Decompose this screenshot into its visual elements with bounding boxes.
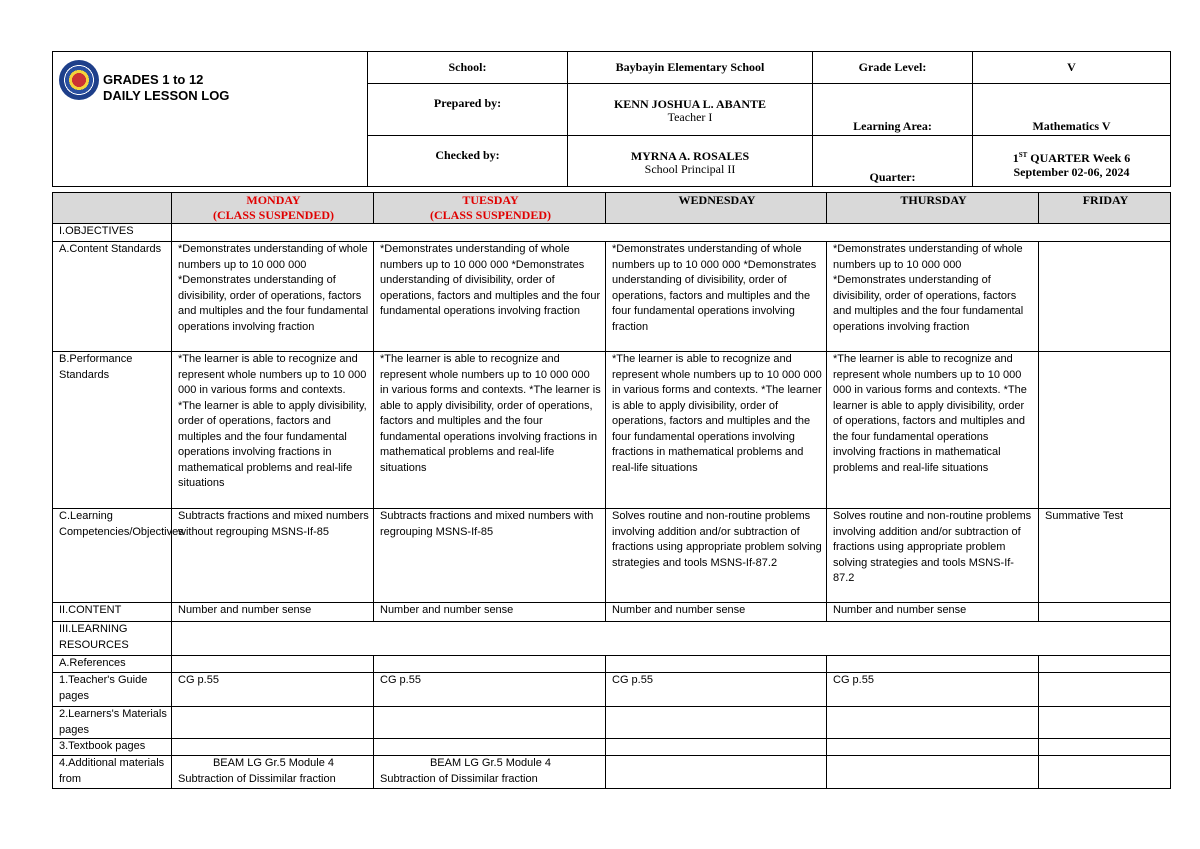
performance-standards-mon: *The learner is able to recognize and represent whole numbers up to 10 000 000 in various forms and contexts. *The learner is able to apply divisibility, order of operations, factors and multiples and the four fundamental operations involving fractions in mathematical problems and real-life situations: [172, 352, 374, 509]
day-tuesday: [374, 193, 606, 224]
grade-level-label: Grade Level:: [813, 52, 973, 84]
row-label-objectives: I.OBJECTIVES: [53, 224, 172, 242]
tuesday-status: (CLASS SUSPENDED): [429, 208, 552, 222]
row-label-teachers-guide: 1.Teacher's Guide pages: [53, 673, 172, 707]
header-title-line2: DAILY LESSON LOG: [103, 88, 230, 103]
teachers-guide-thu: CG p.55: [827, 673, 1039, 707]
tuesday-label: TUESDAY: [462, 193, 519, 207]
row-label-textbook: 3.Textbook pages: [53, 739, 172, 756]
prepared-by-label: Prepared by:: [368, 84, 568, 136]
content-tue: Number and number sense: [374, 603, 606, 622]
day-thursday: THURSDAY: [827, 193, 1039, 224]
learning-area-value: Mathematics V: [973, 84, 1171, 136]
additional-materials-wed: [606, 756, 827, 789]
content-standards-tue: *Demonstrates understanding of whole numbers up to 10 000 000 *Demonstrates understanding of divisibility, order of operations, factors and multiples and the four fundamental operations involving fraction: [374, 242, 606, 352]
additional-materials-thu: [827, 756, 1039, 789]
quarter-suffix: ST: [1018, 151, 1028, 159]
header-table: [52, 51, 1171, 187]
monday-label: MONDAY: [246, 193, 301, 207]
textbook-wed: [606, 739, 827, 756]
row-label-learners-materials: 2.Learners's Materials pages: [53, 707, 172, 739]
quarter-dates: September 02-06, 2024: [1013, 165, 1130, 179]
quarter-week: QUARTER Week 6: [1027, 151, 1131, 165]
learning-competencies-tue: Subtracts fractions and mixed numbers with regrouping MSNS-If-85: [374, 509, 606, 603]
references-thu: [827, 656, 1039, 673]
additional-materials-fri: [1039, 756, 1171, 789]
textbook-thu: [827, 739, 1039, 756]
learners-materials-tue: [374, 707, 606, 739]
learning-competencies-thu: Solves routine and non-routine problems involving addition and/or subtraction of fractions using appropriate problem solving strategies and tools MSNS-If-87.2: [827, 509, 1039, 603]
quarter-number: 1: [1012, 151, 1019, 165]
teachers-guide-mon: CG p.55: [172, 673, 374, 707]
textbook-fri: [1039, 739, 1171, 756]
additional-materials-tue-line1: BEAM LG Gr.5 Module 4: [429, 757, 552, 769]
references-tue: [374, 656, 606, 673]
header-title-line1: GRADES 1 to 12: [103, 72, 204, 87]
learning-competencies-fri: Summative Test: [1039, 509, 1171, 603]
textbook-tue: [374, 739, 606, 756]
teachers-guide-tue: CG p.55: [374, 673, 606, 707]
quarter-label: Quarter:: [813, 136, 973, 187]
quarter-value: [973, 136, 1171, 187]
additional-materials-mon-line2: Subtraction of Dissimilar fraction: [178, 772, 336, 785]
monday-status: (CLASS SUSPENDED): [212, 208, 335, 222]
grade-level-value: V: [973, 52, 1171, 84]
additional-materials-tue-line2: Subtraction of Dissimilar fraction: [380, 772, 538, 785]
references-fri: [1039, 656, 1171, 673]
content-standards-fri: [1039, 242, 1171, 352]
row-label-additional-materials: 4.Additional materials from: [53, 756, 172, 789]
objectives-merged-cell: [172, 224, 1171, 242]
content-wed: Number and number sense: [606, 603, 827, 622]
row-label-content-standards: A.Content Standards: [53, 242, 172, 352]
content-thu: Number and number sense: [827, 603, 1039, 622]
prepared-by-name: KENN JOSHUA L. ABANTE: [613, 97, 767, 111]
learning-area-label: Learning Area:: [813, 84, 973, 136]
corner-cell: [53, 193, 172, 224]
textbook-mon: [172, 739, 374, 756]
lesson-log-table: [52, 192, 1171, 789]
references-mon: [172, 656, 374, 673]
learning-competencies-mon: Subtracts fractions and mixed numbers without regrouping MSNS-If-85: [172, 509, 374, 603]
learning-resources-merged-cell: [172, 622, 1171, 656]
header-logo-cell: [53, 52, 368, 187]
content-standards-thu: *Demonstrates understanding of whole numbers up to 10 000 000 *Demonstrates understanding of divisibility, order of operations, factors and multiples and the four fundamental operations involving fraction: [827, 242, 1039, 352]
school-value: Baybayin Elementary School: [568, 52, 813, 84]
performance-standards-wed: *The learner is able to recognize and represent whole numbers up to 10 000 000 in various forms and contexts. *The learner is able to apply divisibility, order of operations, factors and multiples and the four fundamental operations involving fractions in mathematical problems and real-life situations: [606, 352, 827, 509]
performance-standards-fri: [1039, 352, 1171, 509]
content-standards-mon: *Demonstrates understanding of whole numbers up to 10 000 000 *Demonstrates understanding of divisibility, order of operations, factors and multiples and the four fundamental operations involving fraction: [172, 242, 374, 352]
prepared-by-title: Teacher I: [667, 110, 713, 124]
teachers-guide-wed: CG p.55: [606, 673, 827, 707]
row-label-performance-standards: B.Performance Standards: [53, 352, 172, 509]
row-label-learning-resources: III.LEARNING RESOURCES: [53, 622, 172, 656]
learners-materials-mon: [172, 707, 374, 739]
checked-by-title: School Principal II: [644, 162, 736, 176]
performance-standards-thu: *The learner is able to recognize and represent whole numbers up to 10 000 000 in various forms and contexts. *The learner is able to apply divisibility, order of operations, factors and multiples and the four fundamental operations involving fractions in mathematical problems and real-life situations: [827, 352, 1039, 509]
additional-materials-mon-line1: BEAM LG Gr.5 Module 4: [212, 757, 335, 769]
learners-materials-fri: [1039, 707, 1171, 739]
references-wed: [606, 656, 827, 673]
content-fri: [1039, 603, 1171, 622]
deped-seal-icon: [59, 60, 99, 100]
row-label-references: A.References: [53, 656, 172, 673]
additional-materials-mon: [172, 756, 374, 789]
additional-materials-tue: [374, 756, 606, 789]
row-label-learning-competencies: C.Learning Competencies/Objectives: [53, 509, 172, 603]
day-friday: FRIDAY: [1039, 193, 1171, 224]
checked-by-name: MYRNA A. ROSALES: [630, 149, 750, 163]
teachers-guide-fri: [1039, 673, 1171, 707]
checked-by-label: Checked by:: [368, 136, 568, 187]
learners-materials-thu: [827, 707, 1039, 739]
day-monday: [172, 193, 374, 224]
content-mon: Number and number sense: [172, 603, 374, 622]
school-label: School:: [368, 52, 568, 84]
content-standards-wed: *Demonstrates understanding of whole numbers up to 10 000 000 *Demonstrates understanding of divisibility, order of operations, factors and multiples and the four fundamental operations involving fraction: [606, 242, 827, 352]
learners-materials-wed: [606, 707, 827, 739]
learning-competencies-wed: Solves routine and non-routine problems involving addition and/or subtraction of fractions using appropriate problem solving strategies and tools MSNS-If-87.2: [606, 509, 827, 603]
row-label-content: II.CONTENT: [53, 603, 172, 622]
performance-standards-tue: *The learner is able to recognize and represent whole numbers up to 10 000 000 in various forms and contexts. *The learner is able to apply divisibility, order of operations, factors and multiples and the four fundamental operations involving fractions in mathematical problems and real-life situations: [374, 352, 606, 509]
day-wednesday: WEDNESDAY: [606, 193, 827, 224]
